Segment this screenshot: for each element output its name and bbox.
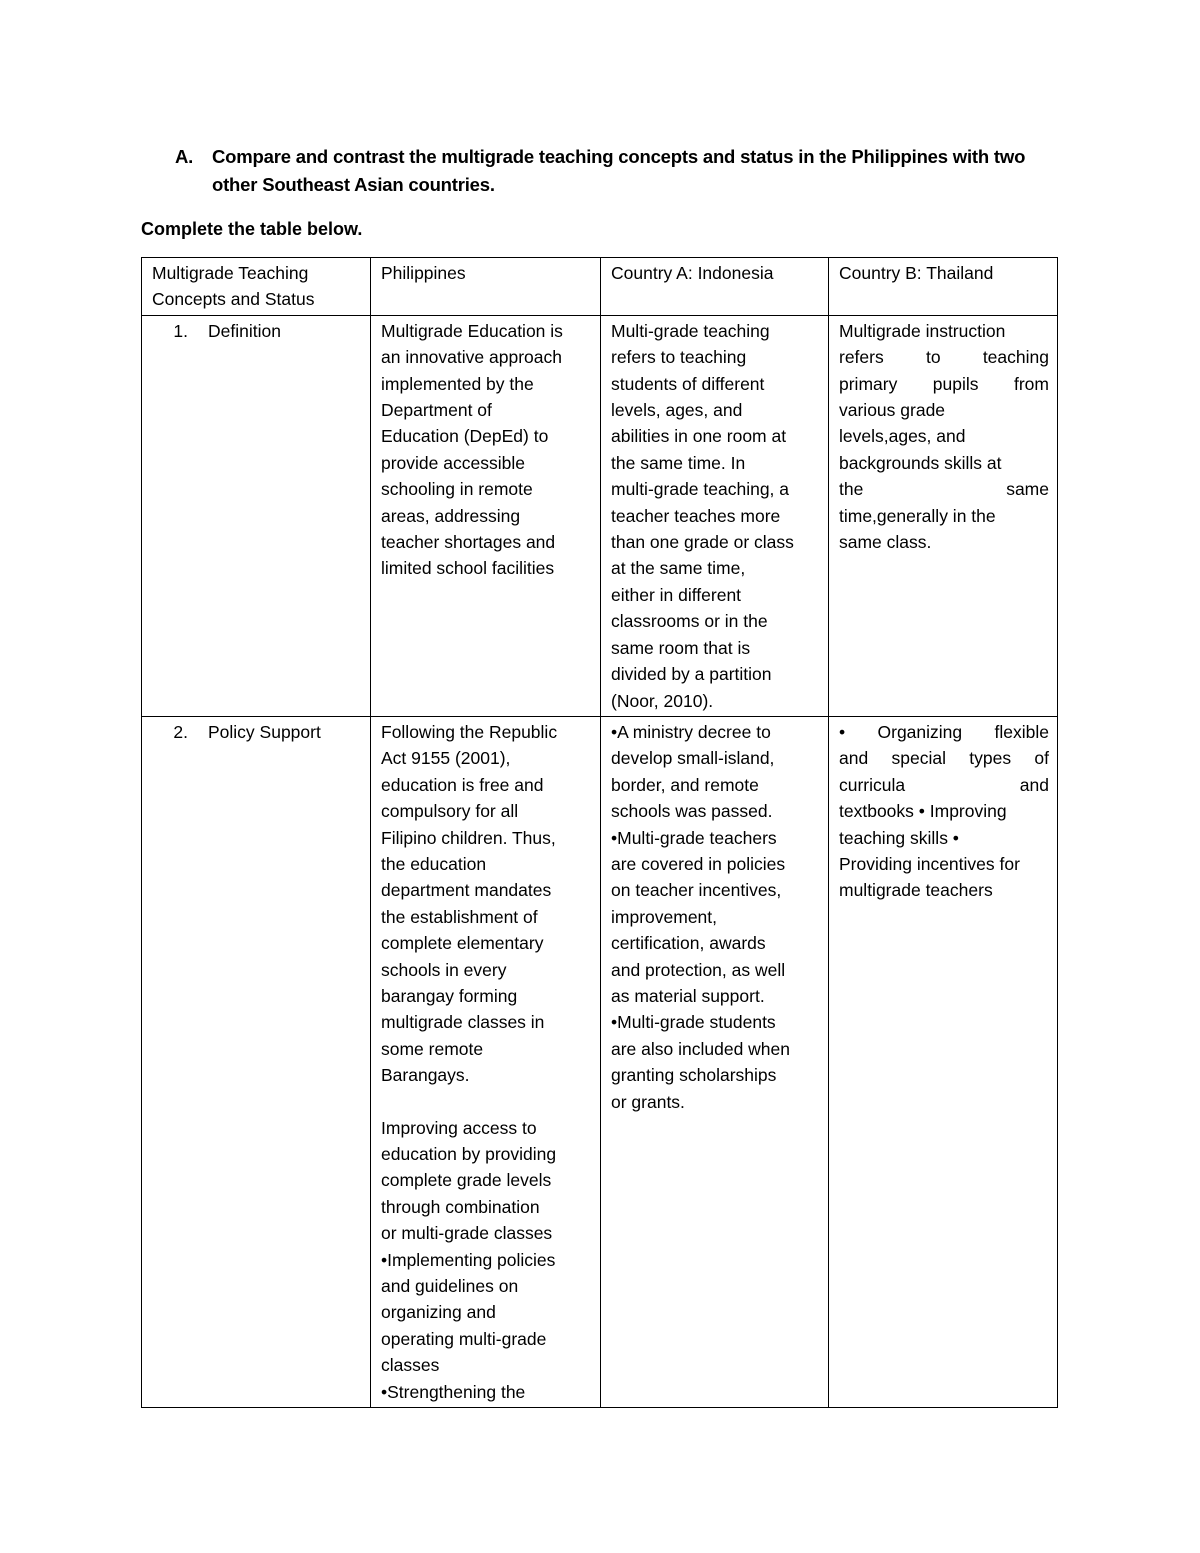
header-indonesia-label: Country A: Indonesia xyxy=(611,263,774,283)
cell-line: •Multi-grade students xyxy=(611,1012,776,1033)
heading-line-2: other Southeast Asian countries. xyxy=(212,174,495,195)
comparison-table xyxy=(141,257,1058,1408)
cell-line: or multi-grade classes xyxy=(381,1223,553,1244)
heading-line-1: Compare and contrast the multigrade teaching concepts and status in the Philippines with two xyxy=(212,146,1026,167)
cell-line: Filipino children. Thus, xyxy=(381,827,556,848)
cell-line: are covered in policies xyxy=(611,853,786,874)
cell-line: •Multi-grade teachers xyxy=(611,827,777,848)
cell-line: the establishment of xyxy=(381,906,538,927)
cell-line: multi-grade teaching, a xyxy=(611,479,790,500)
cell-line: organizing and xyxy=(381,1302,496,1323)
heading-marker: A. xyxy=(175,146,194,167)
cell-line: develop small-island, xyxy=(611,748,775,769)
cell-line: abilities in one room at xyxy=(611,426,787,447)
cell-line: at the same time, xyxy=(611,558,746,579)
cell-line: the same xyxy=(839,479,1049,500)
cell-line: classrooms or in the xyxy=(611,611,768,632)
cell-line: time,generally in the xyxy=(839,505,996,526)
cell-line: textbooks • Improving xyxy=(839,801,1007,822)
row-number: 2. xyxy=(173,721,188,742)
policy-philippines-paragraph-1 xyxy=(381,719,592,1089)
header-concepts xyxy=(142,258,371,316)
cell-line: backgrounds skills at xyxy=(839,452,1002,473)
cell-line: teacher shortages and xyxy=(381,532,556,553)
cell-line: as material support. xyxy=(611,985,765,1006)
cell-line: same class. xyxy=(839,532,932,553)
assignment-heading xyxy=(175,143,1075,199)
table-header-row xyxy=(142,258,1058,316)
row-label-text: Policy Support xyxy=(208,721,321,742)
cell-line: Multigrade Education is xyxy=(381,320,563,341)
policy-philippines-cell xyxy=(371,716,601,1407)
cell-line: Department of xyxy=(381,400,492,421)
cell-line: than one grade or class xyxy=(611,532,794,553)
cell-line: Barangays. xyxy=(381,1065,470,1086)
cell-line: either in different xyxy=(611,584,742,605)
cell-line: education by providing xyxy=(381,1144,557,1164)
cell-line: some remote xyxy=(381,1038,484,1059)
cell-line: complete elementary xyxy=(381,933,544,954)
cell-line: teaching skills • xyxy=(839,827,959,848)
cell-line: Providing incentives for xyxy=(839,853,1020,874)
cell-line: department mandates xyxy=(381,880,552,901)
cell-line: and special types of xyxy=(839,748,1049,769)
cell-line: border, and remote xyxy=(611,774,759,795)
row-label-cell xyxy=(142,315,371,716)
header-concepts-line-2: Concepts and Status xyxy=(152,289,315,310)
cell-line: barangay forming xyxy=(381,985,518,1006)
policy-indonesia-cell xyxy=(601,716,829,1407)
instruction-text: Complete the table below. xyxy=(141,219,363,239)
header-philippines xyxy=(371,258,601,316)
cell-line: refers to teaching xyxy=(611,347,747,368)
cell-line: Act 9155 (2001), xyxy=(381,748,511,769)
definition-thailand-cell xyxy=(829,315,1058,716)
cell-line: multigrade classes in xyxy=(381,1012,545,1033)
cell-line: various grade xyxy=(839,400,946,421)
cell-line: (Noor, 2010). xyxy=(611,690,714,711)
cell-line: granting scholarships xyxy=(611,1065,777,1086)
cell-line: limited school facilities xyxy=(381,558,555,579)
cell-line: areas, addressing xyxy=(381,505,521,526)
cell-line: schools in every xyxy=(381,959,507,980)
cell-line: •Implementing policies xyxy=(381,1249,556,1270)
cell-line: Multi-grade teaching xyxy=(611,320,770,341)
cell-line: divided by a partition xyxy=(611,664,772,685)
cell-line: and protection, as well xyxy=(611,959,786,980)
header-thailand xyxy=(829,258,1058,316)
cell-line: improvement, xyxy=(611,906,718,927)
cell-line: certification, awards xyxy=(611,933,766,954)
cell-line: Following the Republic xyxy=(381,721,558,742)
header-thailand-label: Country B: Thailand xyxy=(839,263,994,283)
cell-line: primary pupils from xyxy=(839,373,1049,394)
cell-line: the education xyxy=(381,853,487,874)
cell-line: the same time. In xyxy=(611,452,746,473)
policy-philippines-paragraph-2 xyxy=(381,1115,592,1405)
cell-line: on teacher incentives, xyxy=(611,880,782,901)
cell-line: refers to teaching xyxy=(839,347,1049,368)
cell-line: curricula and xyxy=(839,774,1049,795)
cell-line: multigrade teachers xyxy=(839,880,993,901)
cell-line: or grants. xyxy=(611,1091,685,1112)
header-indonesia xyxy=(601,258,829,316)
cell-line: implemented by the xyxy=(381,373,534,394)
cell-line: students of different xyxy=(611,373,765,394)
table-row-definition xyxy=(142,315,1058,716)
cell-line: Education (DepEd) to xyxy=(381,426,549,447)
cell-line: teacher teaches more xyxy=(611,505,781,526)
definition-philippines-cell xyxy=(371,315,601,716)
row-label-cell xyxy=(142,716,371,1407)
cell-line: operating multi-grade xyxy=(381,1328,547,1349)
row-number: 1. xyxy=(173,320,188,341)
cell-line: and guidelines on xyxy=(381,1276,519,1297)
cell-line: Multigrade instruction xyxy=(839,320,1006,341)
definition-indonesia-cell xyxy=(601,315,829,716)
table-row-policy-support xyxy=(142,716,1058,1407)
header-concepts-line-1: Multigrade Teaching xyxy=(152,263,309,283)
cell-line: levels,ages, and xyxy=(839,426,966,447)
cell-line: complete grade levels xyxy=(381,1170,552,1191)
cell-line: •A ministry decree to xyxy=(611,721,771,742)
cell-line: are also included when xyxy=(611,1038,791,1059)
row-label xyxy=(152,719,362,745)
cell-line: same room that is xyxy=(611,637,751,658)
cell-line: an innovative approach xyxy=(381,347,562,368)
cell-line: classes xyxy=(381,1355,440,1376)
cell-line: • Organizing flexible xyxy=(839,721,1049,742)
paragraph-gap xyxy=(381,1089,592,1115)
cell-line: compulsory for all xyxy=(381,801,519,822)
row-label-text: Definition xyxy=(208,320,281,341)
policy-thailand-cell xyxy=(829,716,1058,1407)
cell-line: schooling in remote xyxy=(381,479,533,500)
cell-line: schools was passed. xyxy=(611,801,773,822)
cell-line: provide accessible xyxy=(381,452,525,473)
cell-line: Improving access to xyxy=(381,1117,537,1138)
cell-line: •Strengthening the xyxy=(381,1381,526,1402)
header-philippines-label: Philippines xyxy=(381,263,466,283)
cell-line: through combination xyxy=(381,1196,540,1217)
row-label xyxy=(152,318,362,344)
cell-line: education is free and xyxy=(381,774,544,795)
cell-line: levels, ages, and xyxy=(611,400,743,421)
